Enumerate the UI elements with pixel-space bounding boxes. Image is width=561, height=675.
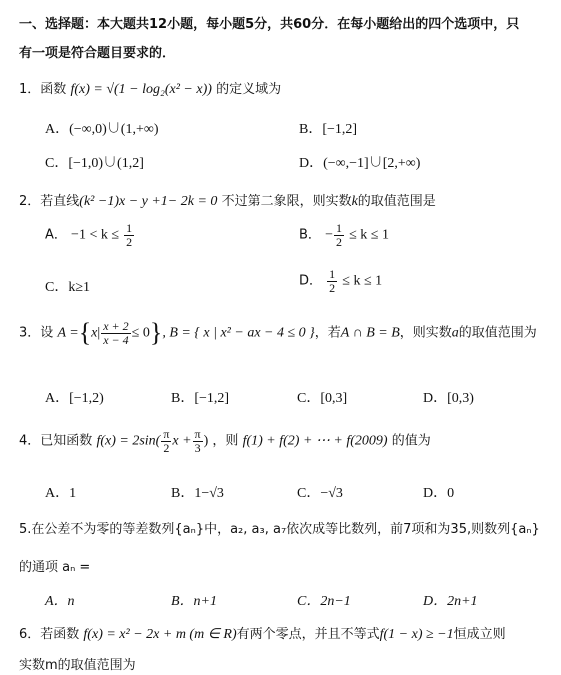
question-2 — [19, 190, 436, 210]
fraction-denominator: 3 — [194, 440, 201, 455]
q4-option-b: B．1−√3 — [171, 486, 224, 501]
fraction-numerator: 1 — [329, 267, 336, 281]
q2-option-d — [299, 268, 382, 294]
question-1 — [19, 78, 281, 98]
q2-option-b: B． − $\frac{1}{2}$ ≤ k ≤ 1 — [299, 221, 389, 249]
q4-option-a: A．1 — [45, 486, 77, 501]
q2-option-d-fraction — [327, 268, 337, 294]
q1-option-b: B．[−1,2] — [299, 122, 358, 137]
q5-line2: 的通项 aₙ = — [19, 560, 91, 575]
q4-expr-c: ) — [203, 433, 209, 449]
section-header-line1: 一、选择题：本大题共12小题，每小题5分，共60分．在每小题给出的四个选项中，只 — [19, 17, 520, 32]
q4-text-c: 的值为 — [391, 433, 431, 449]
q1-option-d: D．(−∞,−1]∪[2,+∞) — [299, 156, 421, 171]
q2-option-a-fraction — [124, 222, 134, 248]
q3-text-c: ，则实数 — [399, 325, 452, 341]
q4-fraction-1 — [161, 428, 171, 454]
q1-number: 1． — [19, 82, 41, 97]
fraction-denominator: 2 — [163, 440, 170, 455]
q1-text-b: 的定义域为 — [216, 82, 282, 97]
q3-expr-a2: x — [91, 325, 98, 341]
q1-text-a: 函数 — [40, 82, 67, 97]
q3-expr-a1: A = — [57, 325, 79, 341]
q3-text-d: 的取值范围为 — [458, 325, 537, 341]
q2-option-b-label: B． — [299, 227, 321, 243]
fraction-numerator: π — [163, 427, 170, 441]
q6-line2: 实数m的取值范围为 — [19, 658, 136, 673]
q6-text-b: 有两个零点，并且不等式 — [236, 627, 380, 642]
q3-expr-a3: ≤ 0 — [131, 325, 150, 341]
q1-expr: f(x) = √(1 − log₂(x² − x)) — [70, 82, 212, 97]
q5-line1: 5.在公差不为零的等差数列{aₙ}中，a₂, a₃, a₇依次成等比数列，前7项和为35,则数列{aₙ} — [19, 522, 540, 537]
fraction-denominator: 2 — [329, 280, 336, 295]
q2-text-c: 的取值范围是 — [357, 194, 436, 209]
q2-text-a: 若直线 — [40, 194, 80, 209]
fraction-denominator: 2 — [126, 234, 133, 249]
q3-option-d: D．[0,3) — [423, 391, 474, 406]
q4-fraction-2 — [193, 428, 203, 454]
q2-expr: (k² −1)x − y +1− 2k = 0 — [79, 194, 218, 209]
q2-option-b-fraction — [334, 222, 344, 248]
q2-text-b: 不过第二象限，则实数 — [221, 194, 352, 209]
q1-option-c: C．[−1,0)∪(1,2] — [45, 156, 144, 171]
q4-expr-a: f(x) = 2sin( — [96, 433, 161, 449]
q3-number: 3． — [19, 325, 41, 341]
question-4 — [19, 428, 431, 454]
q3-expr-b: , B = { x | x² − ax − 4 ≤ 0 } — [162, 325, 315, 341]
q5-option-a: A．n — [45, 594, 75, 609]
q3-expr-c: A ∩ B = B — [340, 325, 400, 341]
q2-option-c: C．k≥1 — [45, 280, 91, 295]
q5-option-c: C．2n−1 — [297, 594, 351, 609]
q2-option-d-expr: ≤ k ≤ 1 — [342, 273, 383, 289]
fraction-denominator: x − 4 — [103, 332, 129, 347]
fraction-numerator: π — [194, 427, 201, 441]
q4-number: 4． — [19, 433, 41, 449]
q3-option-a: A．[−1,2) — [45, 391, 104, 406]
q3-option-c: C．[0,3] — [297, 391, 348, 406]
q2-var: k — [351, 194, 358, 209]
q5-option-b: B．n+1 — [171, 594, 217, 609]
section-header-line2: 有一项是符合题目要求的． — [19, 46, 176, 61]
question-6 — [19, 623, 506, 643]
question-3: 3．设 A ={x| $\frac{x + 2}{x - 4}$ ≤ 0}, B = { x | x² − ax − 4 ≤ 0 }，若A ∩ B = B，则实数a的取值范围为 — [19, 318, 537, 348]
q3-text-b: ，若 — [314, 325, 341, 341]
q6-text-a: 6．若函数 — [19, 627, 80, 642]
q4-option-c: C．−√3 — [297, 486, 343, 501]
q4-text-a: 已知函数 — [40, 433, 93, 449]
q3-var: a — [451, 325, 459, 341]
fraction-numerator: 1 — [126, 221, 133, 235]
fraction-numerator: x + 2 — [103, 319, 129, 333]
q3-text-a: 设 — [40, 325, 54, 341]
q2-option-a-label: A． — [45, 227, 67, 243]
fraction-denominator: 2 — [335, 234, 342, 249]
q2-option-a-expr: −1 < k ≤ — [71, 227, 120, 243]
q4-option-d: D．0 — [423, 486, 455, 501]
q2-number: 2． — [19, 194, 41, 209]
q6-expr: f(x) = x² − 2x + m (m ∈ R) — [83, 627, 237, 642]
q6-expr2: f(1 − x) ≥ −1 — [379, 627, 454, 642]
q4-expr-d: f(1) + f(2) + ⋯ + f(2009) — [242, 433, 388, 449]
q2-option-d-label: D． — [299, 273, 323, 289]
q6-text-c: 恒成立则 — [453, 627, 506, 642]
fraction-numerator: 1 — [335, 221, 342, 235]
q4-expr-b: x + — [172, 433, 192, 449]
q2-option-a — [45, 222, 135, 248]
q1-option-a: A．(−∞,0)∪(1,+∞) — [45, 122, 159, 137]
q3-fraction — [101, 320, 130, 346]
q2-option-b-expr: ≤ k ≤ 1 — [349, 227, 389, 243]
q3-option-b: B．[−1,2] — [171, 391, 230, 406]
q5-option-d: D．2n+1 — [423, 594, 478, 609]
q4-text-b: ，则 — [212, 433, 239, 449]
